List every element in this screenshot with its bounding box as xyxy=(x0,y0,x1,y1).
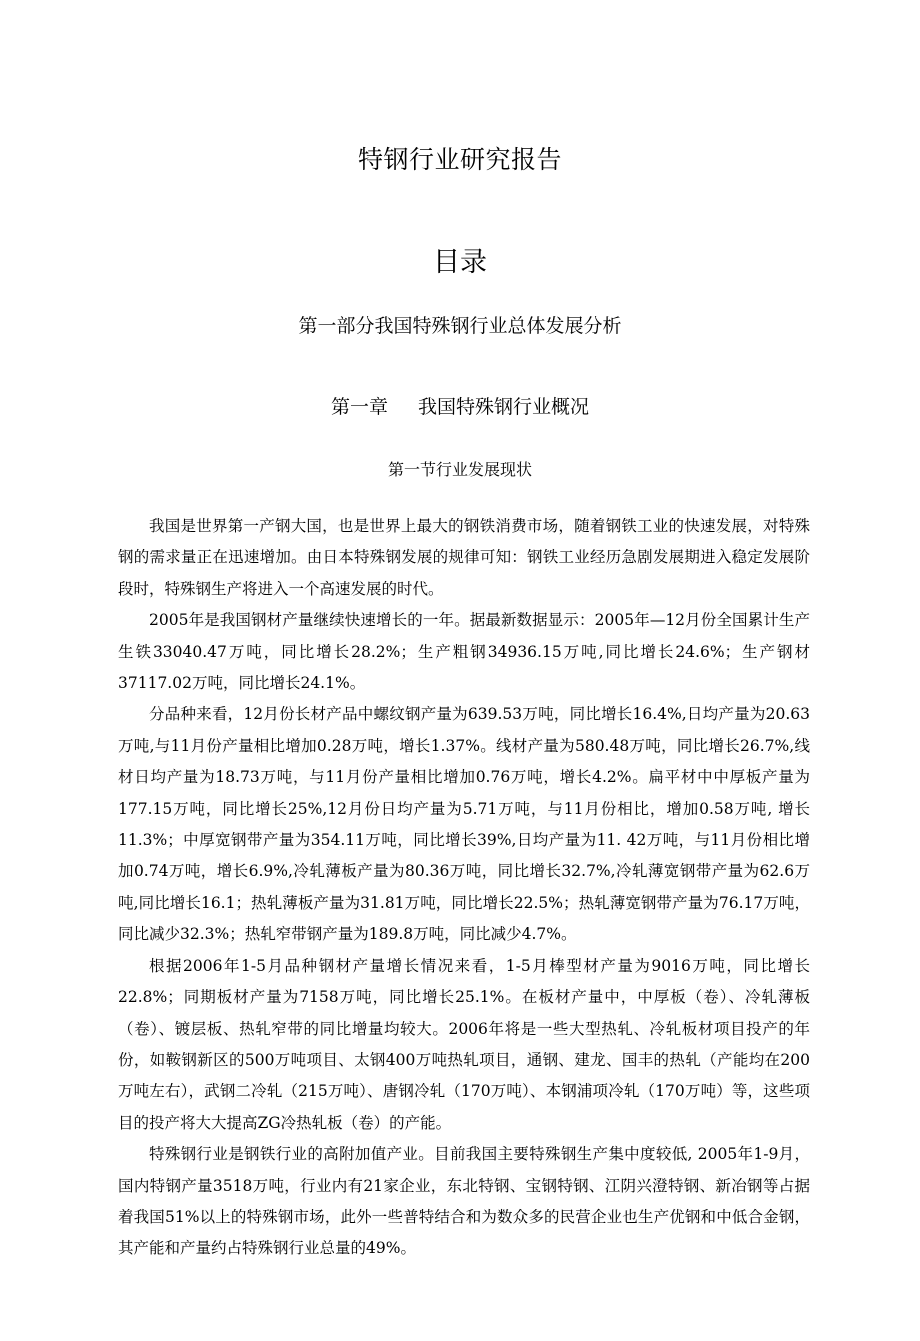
paragraph: 根据2006年1-5月品种钢材产量增长情况来看，1-5月棒型材产量为9016万吨，同比增长22.8%；同期板材产量为7158万吨，同比增长25.1%。在板材产量中，中厚板（卷）、冷轧薄板（卷）、镀层板、热轧窄带的同比增量均较大。2006年将是一些大型热轧、冷轧板材项目投产的年份，如鞍钢新区的500万吨项目、太钢400万吨热轧项目，通钢、建龙、国丰的热轧（产能均在200万吨左右），武钢二冷轧（215万吨）、唐钢冷轧（170万吨）、本钢浦项冷轧（170万吨）等，这些项目的投产将大大提高ZG冷热轧板（卷）的产能。 xyxy=(118,956,810,1132)
part-title: 第一部分我国特殊钢行业总体发展分析 xyxy=(298,315,622,337)
chapter-number: 第一章 xyxy=(330,396,388,418)
section-title: 第一节行业发展现状 xyxy=(387,460,532,479)
chapter-title xyxy=(0,392,920,419)
toc-heading: 目录 xyxy=(433,247,487,278)
paragraph: 2005年是我国钢材产量继续快速增长的一年。据最新数据显示：2005年—12月份全国累计生产生铁33040.47万吨，同比增长28.2%；生产粗钢34936.15万吨,同比增长24.6%；生产钢材37117.02万吨，同比增长24.1%。 xyxy=(118,611,810,693)
paragraph: 特殊钢行业是钢铁行业的高附加值产业。目前我国主要特殊钢生产集中度较低, 2005年1-9月，国内特钢产量3518万吨，行业内有21家企业，东北特钢、宝钢特钢、江阴兴澄特钢、新冶钢等占据着我国51%以上的特殊钢市场，此外一些普特结合和为数众多的民营企业也生产优钢和中低合金钢，其产能和产量约占特殊钢行业总量的49%。 xyxy=(118,1145,810,1258)
paragraph: 我国是世界第一产钢大国，也是世界上最大的钢铁消费市场，随着钢铁工业的快速发展，对特殊钢的需求量正在迅速增加。由日本特殊钢发展的规律可知：钢铁工业经历急剧发展期进入稳定发展阶段时，特殊钢生产将进入一个高速发展的时代。 xyxy=(118,517,810,598)
chapter-name: 我国特殊钢行业概况 xyxy=(418,396,590,418)
body-text xyxy=(118,511,810,1265)
document-title: 特钢行业研究报告 xyxy=(357,145,562,174)
paragraph: 分品种来看，12月份长材产品中螺纹钢产量为639.53万吨，同比增长16.4%,日均产量为20.63万吨,与11月份产量相比增加0.28万吨，增长1.37%。线材产量为580.48万吨，同比增长26.7%,线材日均产量为18.73万吨，与11月份产量相比增加0.76万吨，增长4.2%。扁平材中中厚板产量为177.15万吨，同比增长25%,12月份日均产量为5.71万吨，与11月份相比，增加0.58万吨, 增长11.3%；中厚宽钢带产量为354.11万吨，同比增长39%,日均产量为11. 42万吨，与11月份相比增加0.74万吨，增长6.9%,冷轧薄板产量为80.36万吨，同比增长32.7%,冷轧薄宽钢带产量为62.6万吨,同比增长16.1；热轧薄板产量为31.81万吨，同比增长22.5%；热轧薄宽钢带产量为76.17万吨，同比减少32.3%；热轧窄带钢产量为189.8万吨，同比减少4.7%。 xyxy=(118,705,810,944)
